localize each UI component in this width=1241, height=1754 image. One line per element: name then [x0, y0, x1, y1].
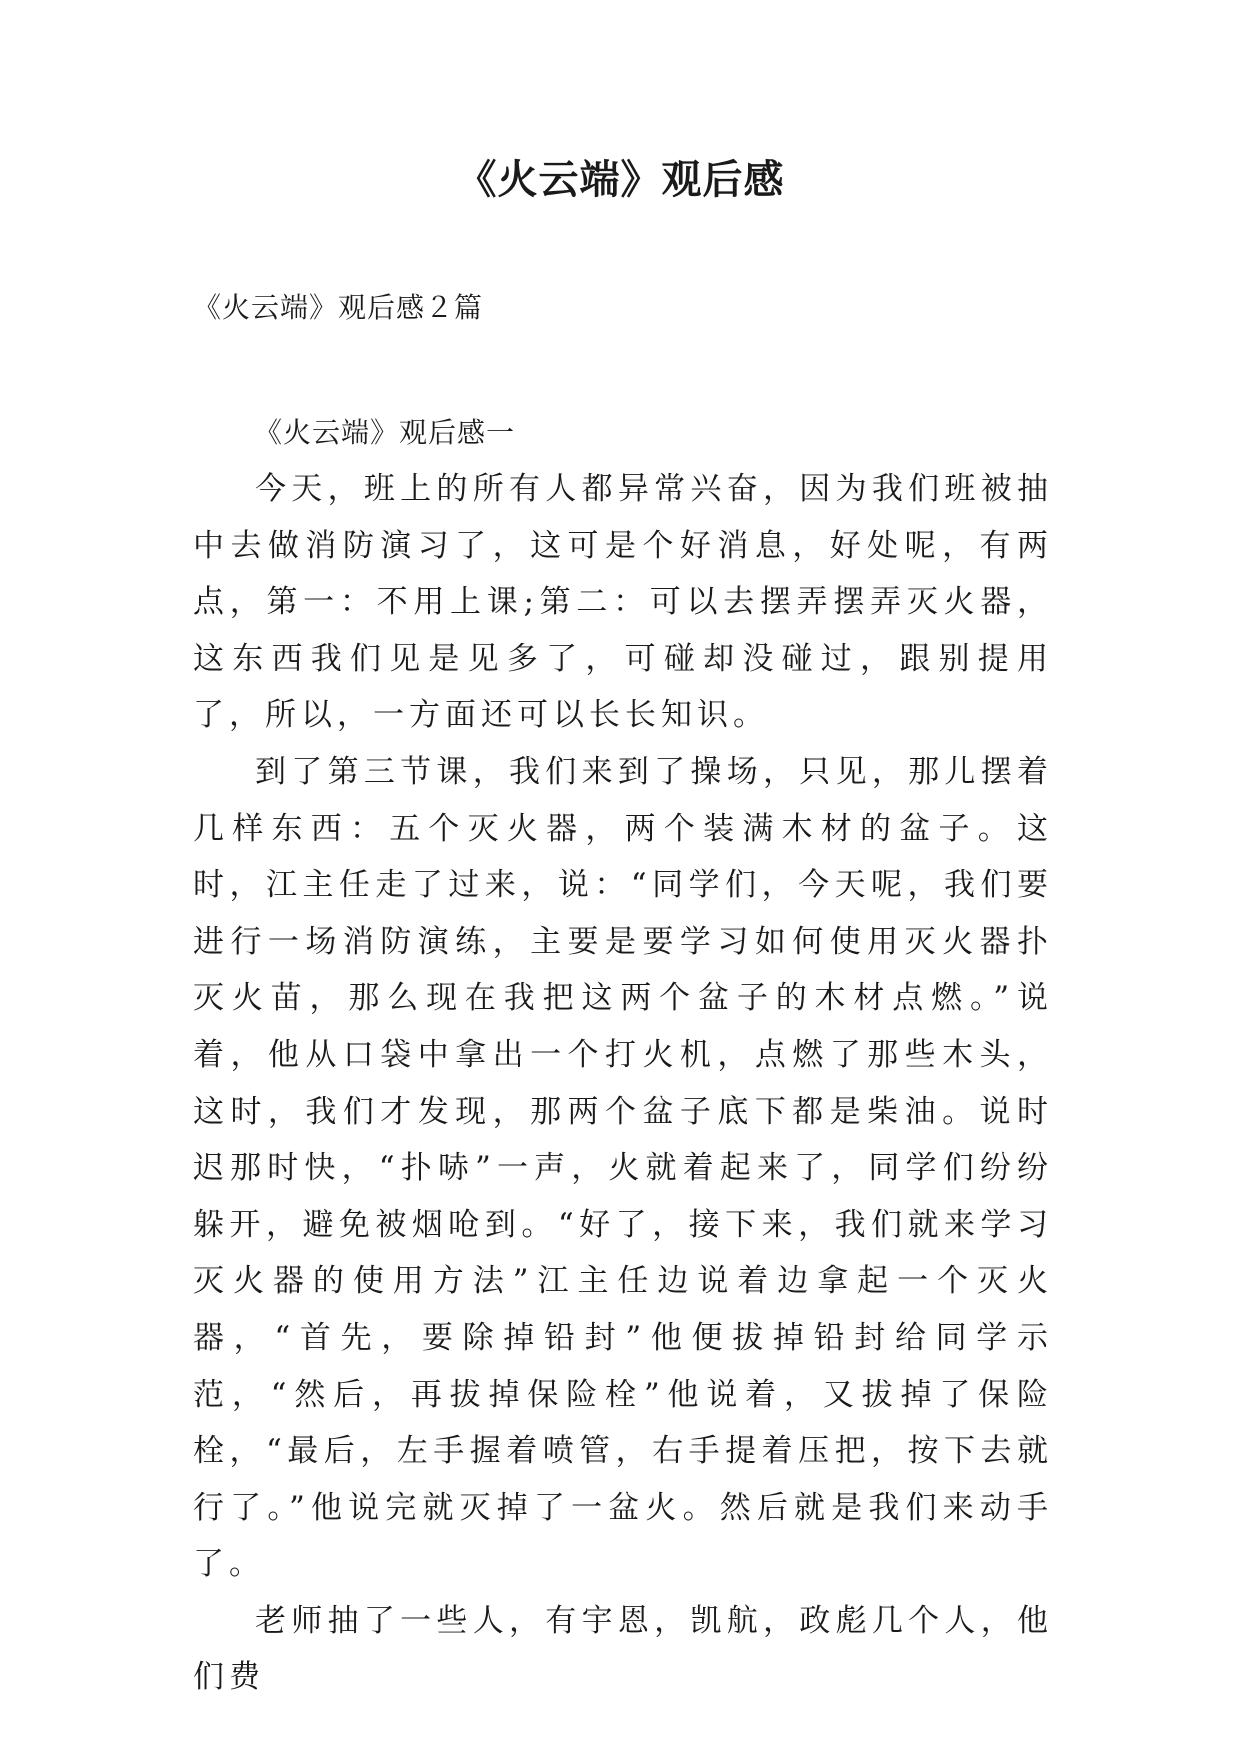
- paragraph: 今天，班上的所有人都异常兴奋，因为我们班被抽中去做消防演习了，这可是个好消息，好处呢，有两点，第一：不用上课;第二：可以去摆弄摆弄灭火器，这东西我们见是见多了，可碰却没碰过，跟别提用了，所以，一方面还可以长长知识。: [193, 471, 1053, 734]
- paragraph: 老师抽了一些人，有宇恩，凯航，政彪几个人，他们费: [193, 1602, 1053, 1696]
- section-heading: 《火云端》观后感一: [254, 416, 516, 449]
- document-subtitle: 《火云端》观后感２篇: [193, 291, 484, 324]
- document-title: 《火云端》观后感: [456, 157, 785, 203]
- document-body: [193, 405, 1053, 1706]
- paragraph: 到了第三节课，我们来到了操场，只见，那儿摆着几样东西：五个灭火器，两个装满木材的盆子。这时，江主任走了过来，说：“同学们，今天呢，我们要进行一场消防演练，主要是要学习如何使用灭火器扑灭火苗，那么现在我把这两个盆子的木材点燃。”说着，他从口袋中拿出一个打火机，点燃了那些木头，这时，我们才发现，那两个盆子底下都是柴油。说时迟那时快，“扑哧”一声，火就着起来了，同学们纷纷躲开，避免被烟呛到。“好了，接下来，我们就来学习灭火器的使用方法”江主任边说着边拿起一个灭火器，“首先，要除掉铅封”他便拔掉铅封给同学示范，“然后，再拔掉保险栓”他说着，又拔掉了保险栓，“最后，左手握着喷管，右手提着压把，按下去就行了。”他说完就灭掉了一盆火。然后就是我们来动手了。: [193, 753, 1053, 1583]
